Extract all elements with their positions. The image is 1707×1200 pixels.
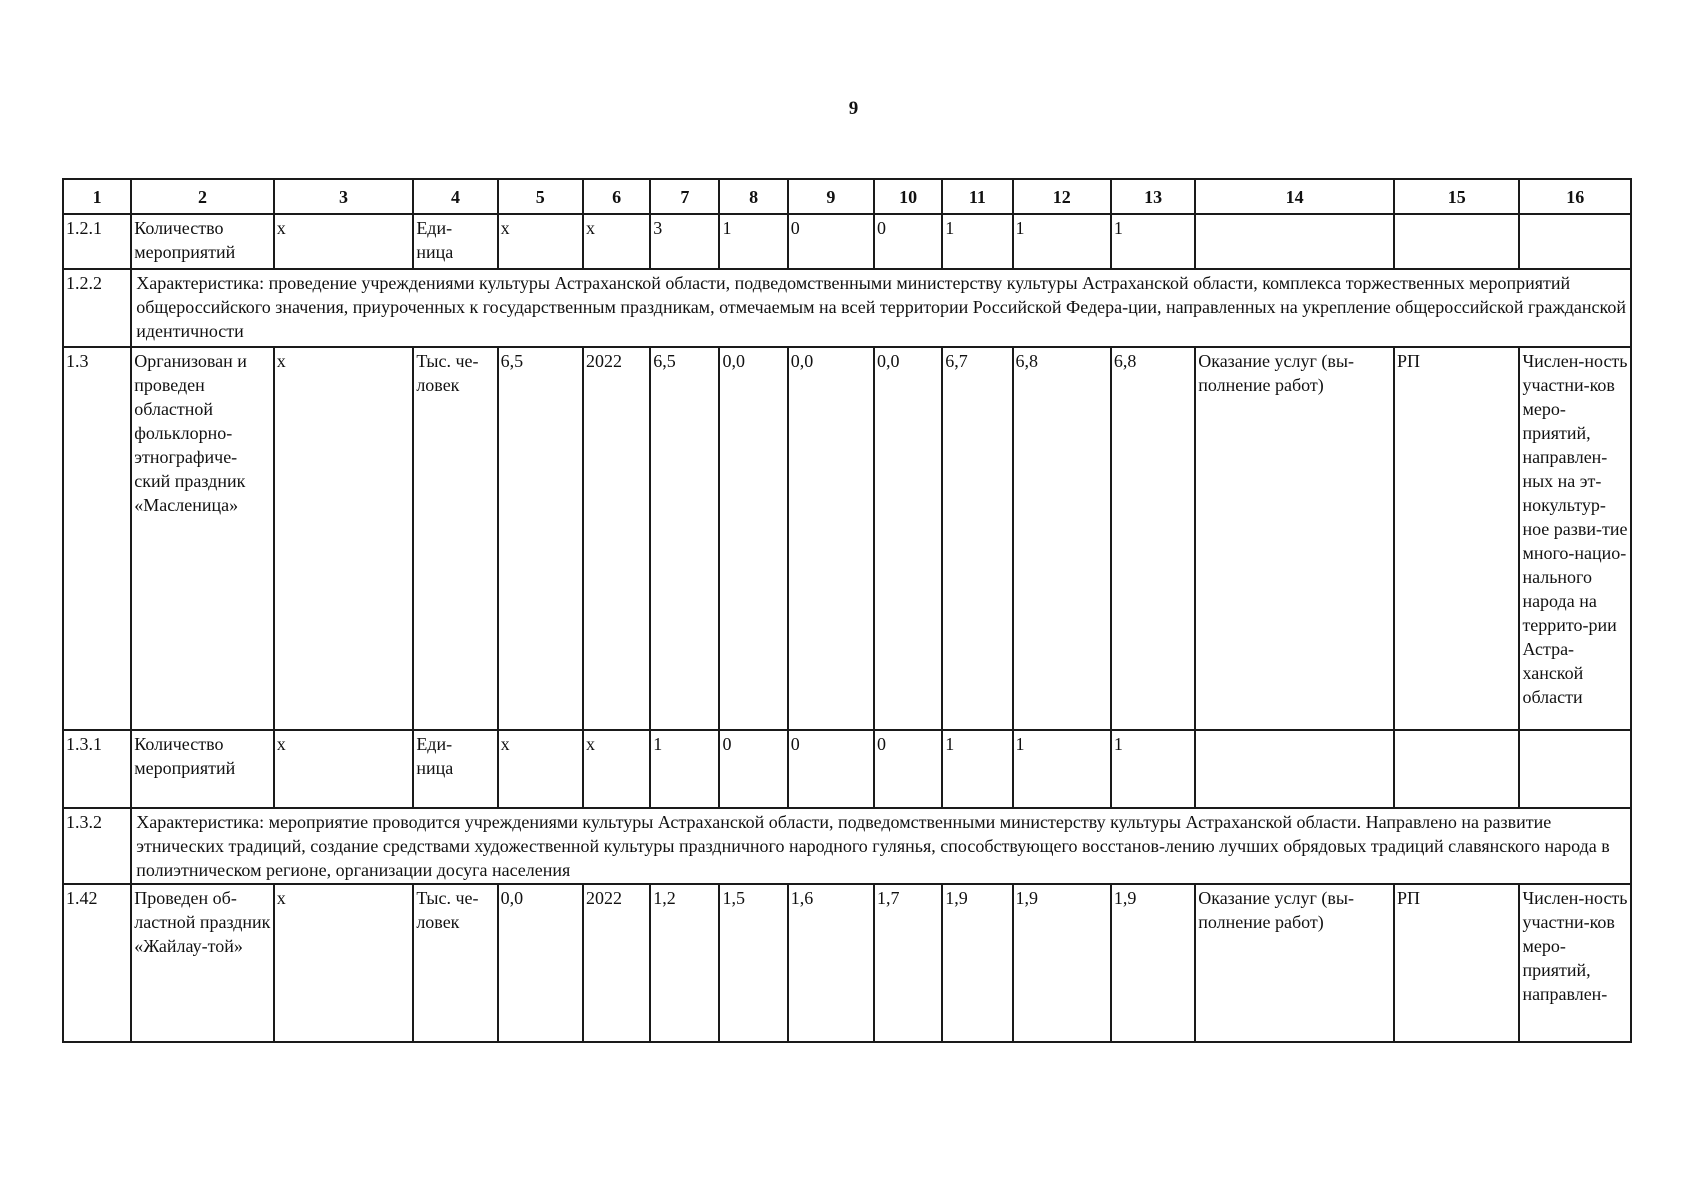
table-cell: 0 xyxy=(874,214,942,269)
table-cell: 1,7 xyxy=(874,884,942,1042)
characteristic-text: Характеристика: проведение учреждениями культуры Астраханской области, подведомственными министерству культуры Астраханской области, комплекса торжественных мероприятий общероссийского значения, приуроченных к государственным праздникам, отмечаемым на всей территории Российской Федера-ции, направленных на укрепление общероссийской гражданской идентичности xyxy=(131,269,1631,347)
table-cell: 1.3.1 xyxy=(63,730,131,808)
table-cell xyxy=(1519,214,1631,269)
column-header: 13 xyxy=(1111,179,1195,214)
table-cell: 1 xyxy=(650,730,719,808)
table-cell: x xyxy=(498,214,583,269)
table-cell: 6,7 xyxy=(942,347,1012,730)
row-number: 1.3.2 xyxy=(63,808,131,884)
table-cell: 1,9 xyxy=(1111,884,1195,1042)
table-cell: 2022 xyxy=(583,884,650,1042)
table-cell: 1.3 xyxy=(63,347,131,730)
table-cell: 1 xyxy=(1013,214,1111,269)
table-cell: Тыс. че-ловек xyxy=(413,347,497,730)
table-cell: x xyxy=(274,214,414,269)
table-row xyxy=(63,808,1631,884)
table-cell: 1,9 xyxy=(1013,884,1111,1042)
table-cell: 6,5 xyxy=(498,347,583,730)
table-cell: 1 xyxy=(942,214,1012,269)
program-table xyxy=(62,178,1632,1043)
table-cell: Количество мероприятий xyxy=(131,214,274,269)
column-header: 8 xyxy=(719,179,787,214)
table-cell: 6,5 xyxy=(650,347,719,730)
header-row xyxy=(63,179,1631,214)
table-row xyxy=(63,884,1631,1042)
column-header: 7 xyxy=(650,179,719,214)
column-header: 11 xyxy=(942,179,1012,214)
table-cell: Еди- ница xyxy=(413,730,497,808)
table-cell: 0 xyxy=(874,730,942,808)
column-header: 1 xyxy=(63,179,131,214)
table-row xyxy=(63,347,1631,730)
table-cell: 0 xyxy=(788,730,874,808)
column-header: 15 xyxy=(1394,179,1519,214)
table-cell: Организован и проведен областной фольклорно-этнографиче-ский праздник «Масленица» xyxy=(131,347,274,730)
column-header: 10 xyxy=(874,179,942,214)
table-cell: 3 xyxy=(650,214,719,269)
table-cell: Оказание услуг (вы-полнение работ) xyxy=(1195,347,1394,730)
table-cell: Еди- ница xyxy=(413,214,497,269)
table-cell xyxy=(1394,730,1519,808)
column-header: 3 xyxy=(274,179,414,214)
table-cell: 0,0 xyxy=(719,347,787,730)
table-cell: 0,0 xyxy=(874,347,942,730)
table-row xyxy=(63,214,1631,269)
table-cell xyxy=(1195,730,1394,808)
column-header: 6 xyxy=(583,179,650,214)
table-cell: 0 xyxy=(788,214,874,269)
table-cell: x xyxy=(274,884,414,1042)
table-cell: 6,8 xyxy=(1013,347,1111,730)
table-cell: 1,2 xyxy=(650,884,719,1042)
table-cell: 1.42 xyxy=(63,884,131,1042)
table-cell: x xyxy=(583,214,650,269)
table-cell: РП xyxy=(1394,884,1519,1042)
table-cell: 1 xyxy=(1013,730,1111,808)
column-header: 12 xyxy=(1013,179,1111,214)
table-cell: Проведен об-ластной праздник «Жайлау-той» xyxy=(131,884,274,1042)
table-cell: Тыс. че-ловек xyxy=(413,884,497,1042)
table-cell: 0 xyxy=(719,730,787,808)
characteristic-text: Характеристика: мероприятие проводится учреждениями культуры Астраханской области, подведомственными министерству культуры Астраханской области. Направлено на развитие этнических традиций, создание средствами художественной культуры праздничного народного гулянья, способствующего восстанов-лению лучших обрядовых традиций славянского народа в полиэтническом регионе, организации досуга населения xyxy=(131,808,1631,884)
column-header: 5 xyxy=(498,179,583,214)
table-cell: Числен-ность участни-ков меро-приятий, направлен- xyxy=(1519,884,1631,1042)
table-cell: x xyxy=(583,730,650,808)
table-cell: x xyxy=(498,730,583,808)
table-cell: x xyxy=(274,730,414,808)
table-row xyxy=(63,269,1631,347)
table-cell: Оказание услуг (вы-полнение работ) xyxy=(1195,884,1394,1042)
row-number: 1.2.2 xyxy=(63,269,131,347)
table-cell xyxy=(1195,214,1394,269)
table-cell: 1,6 xyxy=(788,884,874,1042)
table-cell: 1 xyxy=(942,730,1012,808)
column-header: 14 xyxy=(1195,179,1394,214)
table-cell: 6,8 xyxy=(1111,347,1195,730)
column-header: 9 xyxy=(788,179,874,214)
column-header: 4 xyxy=(413,179,497,214)
table-cell: 1,5 xyxy=(719,884,787,1042)
table-cell: 1.2.1 xyxy=(63,214,131,269)
table-cell: x xyxy=(274,347,414,730)
table-cell: 0,0 xyxy=(498,884,583,1042)
table-body xyxy=(63,179,1631,1042)
table-cell xyxy=(1394,214,1519,269)
table-cell: 2022 xyxy=(583,347,650,730)
table-cell: Количество мероприятий xyxy=(131,730,274,808)
table-row xyxy=(63,730,1631,808)
table-cell xyxy=(1519,730,1631,808)
column-header: 16 xyxy=(1519,179,1631,214)
page-number: 9 xyxy=(848,98,859,119)
table-cell: 0,0 xyxy=(788,347,874,730)
table-cell: РП xyxy=(1394,347,1519,730)
table-cell: Числен-ность участни-ков меро-приятий, направлен-ных на эт-нокультур-ное разви-тие много-нацио-нального народа на террито-рии Астра-ханской области xyxy=(1519,347,1631,730)
table-cell: 1 xyxy=(1111,214,1195,269)
table-cell: 1,9 xyxy=(942,884,1012,1042)
column-header: 2 xyxy=(131,179,274,214)
table-cell: 1 xyxy=(719,214,787,269)
table-cell: 1 xyxy=(1111,730,1195,808)
